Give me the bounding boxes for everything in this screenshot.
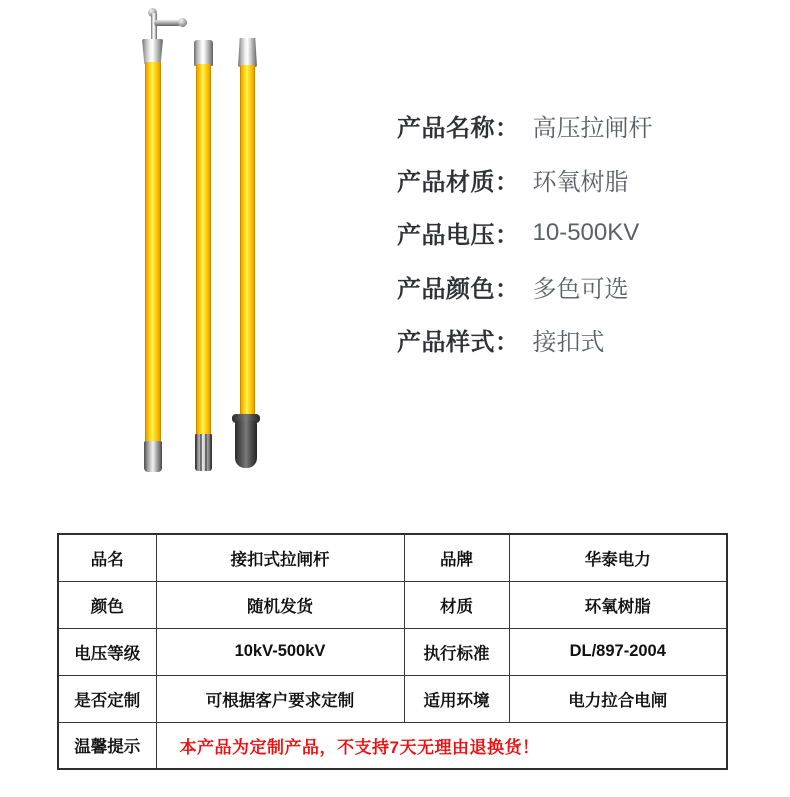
spec-row-style — [397, 313, 767, 367]
notice-text: 本产品为定制产品，不支持7天无理由退换货！ — [156, 722, 727, 769]
table-label-tishi: 温馨提示 — [58, 722, 156, 769]
spec-row-color — [397, 260, 767, 314]
table-value-pinming: 接扣式拉闸杆 — [156, 534, 404, 581]
spec-value: 环氧树脂 — [532, 168, 629, 196]
spec-list — [397, 99, 767, 367]
table-label-dingzhi: 是否定制 — [58, 675, 156, 722]
table-label-pinpai: 品牌 — [404, 534, 509, 581]
pole-hook-vertical-rod — [151, 13, 157, 43]
pole-right-top-cap — [238, 38, 257, 67]
spec-value: 多色可选 — [532, 275, 629, 303]
table-label-dianya: 电压等级 — [58, 628, 156, 675]
spec-label: 产品名称： — [397, 115, 520, 143]
spec-table — [57, 533, 728, 770]
spec-row-voltage — [397, 206, 767, 260]
pole-right-grip-body — [235, 421, 257, 468]
pole-right-shaft — [240, 65, 255, 418]
table-label-huanjing: 适用环境 — [404, 675, 509, 722]
pole-hook-ball-end — [178, 18, 187, 27]
spec-value: 接扣式 — [532, 329, 605, 357]
table-value-dianya: 10kV-500kV — [156, 628, 404, 675]
spec-row-material — [397, 153, 767, 207]
table-value-dingzhi: 可根据客户要求定制 — [156, 675, 404, 722]
table-row-voltage — [58, 628, 727, 675]
spec-value: 10-500KV — [532, 218, 640, 246]
spec-label: 产品电压： — [397, 222, 520, 250]
table-row-notice — [58, 722, 727, 769]
pole-hook-horizontal-rod — [154, 20, 181, 26]
table-row-color — [58, 581, 727, 628]
pole-left-shaft — [145, 62, 161, 442]
table-label-yanse: 颜色 — [58, 581, 156, 628]
table-label-biaozhun: 执行标准 — [404, 628, 509, 675]
product-photo — [0, 0, 390, 500]
pole-middle-bottom-socket — [195, 434, 212, 471]
pole-left-bottom-ferrule — [144, 441, 162, 472]
table-label-pinming: 品名 — [58, 534, 156, 581]
pole-middle-top-cap — [194, 40, 213, 66]
table-row-custom — [58, 675, 727, 722]
table-value-biaozhun: DL/897-2004 — [509, 628, 727, 675]
table-row-name — [58, 534, 727, 581]
table-value-caizhi: 环氧树脂 — [509, 581, 727, 628]
spec-value: 高压拉闸杆 — [532, 115, 653, 143]
table-label-caizhi: 材质 — [404, 581, 509, 628]
table-value-pinpai: 华泰电力 — [509, 534, 727, 581]
table-value-huanjing: 电力拉合电闸 — [509, 675, 727, 722]
table-value-yanse: 随机发货 — [156, 581, 404, 628]
pole-middle-shaft — [196, 64, 211, 436]
spec-label: 产品颜色： — [397, 275, 520, 303]
spec-label: 产品样式： — [397, 329, 520, 357]
pole-left-top-ferrule — [142, 39, 163, 64]
spec-row-name — [397, 99, 767, 153]
spec-label: 产品材质： — [397, 168, 520, 196]
